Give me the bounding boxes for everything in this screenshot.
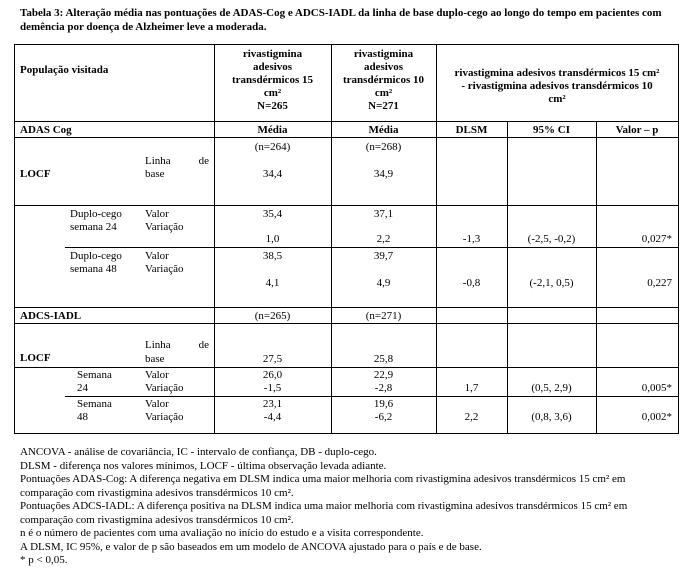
header-15-line: adesivos (252, 61, 293, 73)
adas-w24-label-1: Duplo-cego (70, 208, 122, 220)
adas-w48-label-2: semana 48 (70, 263, 117, 275)
adas-w48-ci: (-2,1, 0,5) (529, 277, 574, 289)
adas-base-15: 34,4 (262, 168, 283, 180)
footnote: DLSM - diferença nos valores mínimos, LOCF - última observação levada adiante. (20, 459, 387, 472)
header-15-line: rivastigmina (242, 48, 303, 60)
header-diff-line: rivastigmina adesivos transdérmicos 15 cm² (454, 67, 660, 79)
adcs-w24-valor: Valor (145, 369, 169, 381)
adas-w24-variacao: Variação (145, 221, 184, 233)
header-15-line: transdérmicos 15 (232, 74, 313, 86)
adcs-base-15: 27,5 (262, 353, 283, 365)
adcs-w24-value-10: 22,9 (373, 369, 394, 381)
adcs-w48-value-10: 19,6 (373, 398, 394, 410)
header-15-line: cm² (263, 87, 282, 99)
adcs-w48-change-10: -6,2 (374, 411, 393, 423)
adas-w24-label-2: semana 24 (70, 221, 117, 233)
adas-n-15: (n=264) (254, 141, 291, 153)
footnote: Pontuações ADCS-IADL: A diferença positiva na DLSM indica uma maior melhoria com rivastigmina adesivos transdérmicos 15 cm² em comparação com rivastigmina adesivos transdérmicos 10 cm². (20, 500, 628, 526)
adcs-w24-value-15: 26,0 (262, 369, 283, 381)
header-diff-line: - rivastigmina adesivos transdérmicos 10 (461, 80, 653, 92)
adcs-w48-variacao: Variação (145, 411, 184, 423)
adas-w48-label-1: Duplo-cego (70, 250, 122, 262)
adas-w48-change-10: 4,9 (376, 277, 391, 289)
adas-n-10: (n=268) (365, 141, 402, 153)
adas-base-10: 34,9 (373, 168, 394, 180)
adcs-n-15: (n=265) (254, 310, 291, 322)
header-diff-line: cm² (548, 93, 566, 105)
header-15-n: N=265 (257, 100, 288, 112)
footnote: n é o número de pacientes com uma avaliação no início do estudo e a visita correspondente. (20, 527, 424, 539)
adas-w48-p: 0,227 (647, 277, 672, 289)
adas-linha-label: Linha de (145, 155, 209, 167)
footnote: ANCOVA - análise de covariância, IC - intervalo de confiança, DB - duplo-cego. (20, 446, 377, 458)
header-10-line: cm² (374, 87, 393, 99)
adas-w48-value-15: 38,5 (262, 250, 283, 262)
footnote: Pontuações ADAS-Cog: A diferença negativa em DLSM indica uma maior melhoria com rivastigmina adesivos transdérmicos 15 cm² em comparação com rivastigmina adesivos transdérmicos 10 cm². (20, 473, 626, 499)
adas-w24-dlsm: -1,3 (462, 233, 481, 245)
adas-w24-change-15: 1,0 (265, 233, 280, 245)
adcs-w48-p: 0,002* (641, 411, 672, 423)
adcs-w48-valor: Valor (145, 398, 169, 410)
header-10-n: N=271 (368, 100, 399, 112)
adas-w24-p: 0,027* (641, 233, 672, 245)
adcs-w48-label-1: Semana (77, 398, 112, 410)
adcs-n-10: (n=271) (365, 310, 402, 322)
adas-base-label: base (145, 168, 165, 180)
adas-w48-value-10: 39,7 (373, 250, 394, 262)
adas-w48-variacao: Variação (145, 263, 184, 275)
adas-locf-label: LOCF (20, 168, 51, 180)
adas-w24-change-10: 2,2 (376, 233, 391, 245)
adcs-w48-change-15: -4,4 (263, 411, 282, 423)
footnote: * p < 0,05. (20, 554, 68, 566)
adcs-w48-value-15: 23,1 (262, 398, 283, 410)
header-rivastigmina-15 (214, 48, 331, 113)
table-footnotes (20, 446, 680, 568)
adcs-w24-change-15: -1,5 (263, 382, 282, 394)
header-10-line: transdérmicos 10 (343, 74, 424, 86)
header-difference (436, 67, 678, 106)
adcs-w24-label-1: Semana (77, 369, 112, 381)
adas-w48-dlsm: -0,8 (462, 277, 481, 289)
adas-media-15: Média (257, 124, 288, 136)
adas-w24-valor: Valor (145, 208, 169, 220)
adas-w24-value-10: 37,1 (373, 208, 394, 220)
adas-dlsm-header: DLSM (455, 124, 488, 136)
population-header: População visitada (20, 64, 109, 76)
adcs-w48-label-2: 48 (77, 411, 88, 423)
adas-w24-value-15: 35,4 (262, 208, 283, 220)
adas-ci-header: 95% CI (533, 124, 570, 136)
adcs-w48-dlsm: 2,2 (464, 411, 479, 423)
adcs-w24-change-10: -2,8 (374, 382, 393, 394)
table-caption: Tabela 3: Alteração média nas pontuações de ADAS-Cog e ADCS-IADL da linha de base duplo-cego ao longo do tempo em pacientes com demência por doença de Alzheimer leve a moderada. (20, 7, 662, 33)
adas-w24-ci: (-2,5, -0,2) (527, 233, 576, 245)
adcs-base-label: base (145, 353, 165, 365)
adcs-linha-label: Linha de (145, 339, 209, 351)
adas-media-10: Média (368, 124, 399, 136)
adcs-w24-variacao: Variação (145, 382, 184, 394)
header-rivastigmina-10 (331, 48, 436, 113)
adas-section-title: ADAS Cog (20, 124, 72, 136)
adas-w48-valor: Valor (145, 250, 169, 262)
adcs-locf-label: LOCF (20, 352, 51, 364)
adas-w48-change-15: 4,1 (265, 277, 280, 289)
adcs-w24-p: 0,005* (641, 382, 672, 394)
adcs-w24-ci: (0,5, 2,9) (531, 382, 572, 394)
adas-p-header: Valor – p (615, 124, 659, 136)
adcs-section-title: ADCS-IADL (20, 310, 82, 322)
header-10-line: adesivos (363, 61, 404, 73)
header-10-line: rivastigmina (353, 48, 414, 60)
adcs-w24-dlsm: 1,7 (464, 382, 479, 394)
adcs-w48-ci: (0,8, 3,6) (531, 411, 572, 423)
adcs-base-10: 25,8 (373, 353, 394, 365)
footnote: A DLSM, IC 95%, e valor de p são baseados em um modelo de ANCOVA ajustado para o país e de base. (20, 540, 482, 553)
adcs-w24-label-2: 24 (77, 382, 88, 394)
